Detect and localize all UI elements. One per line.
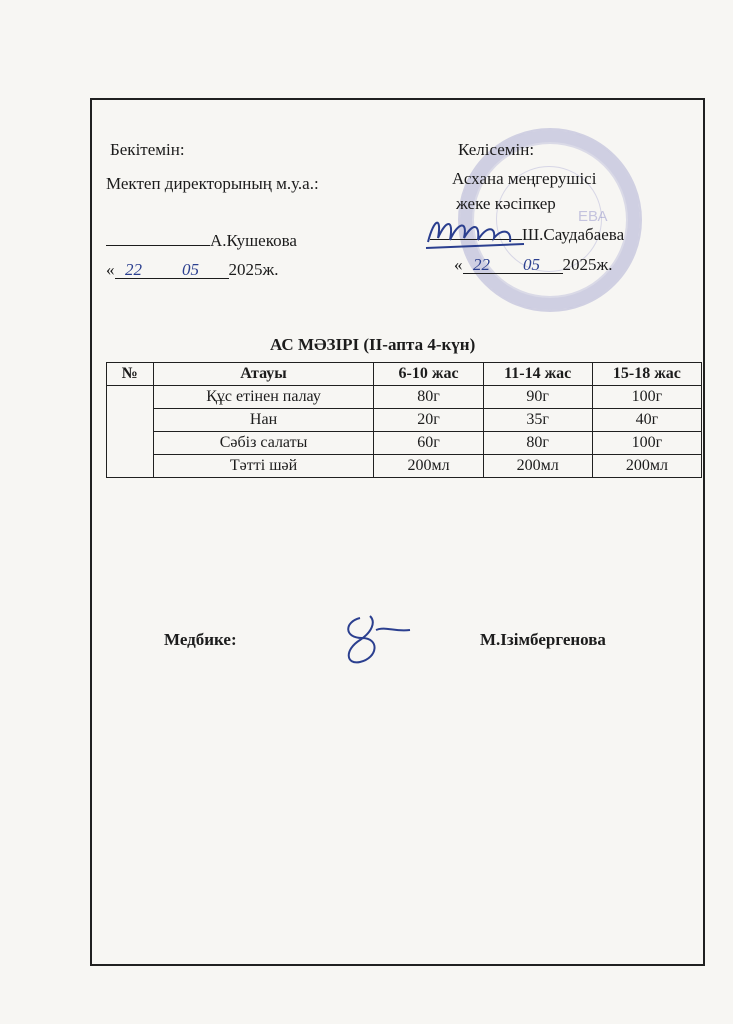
portion-15-18: 100г: [592, 386, 701, 409]
seal-text: ЕВА: [578, 208, 608, 225]
portion-6-10: 80г: [374, 386, 483, 409]
table-row: [107, 455, 702, 478]
approve-name: А.Кушекова: [210, 231, 297, 250]
portion-11-14: 80г: [483, 432, 592, 455]
manager-signature: [424, 208, 534, 258]
dish-name: Тәтті шәй: [153, 455, 374, 478]
menu-header-row: [107, 363, 702, 386]
table-row: [107, 386, 702, 409]
table-row: [107, 409, 702, 432]
menu-table: [106, 362, 702, 478]
portion-15-18: 200мл: [592, 455, 701, 478]
agree-heading: Келісемін:: [458, 140, 535, 159]
agree-date-day: 22: [463, 256, 501, 274]
header-age-6-10: 6-10 жас: [374, 363, 483, 386]
medic-label: Медбике:: [164, 630, 237, 649]
portion-11-14: 90г: [483, 386, 592, 409]
approve-date-month: 05: [153, 261, 229, 279]
portion-6-10: 60г: [374, 432, 483, 455]
portion-11-14: 35г: [483, 409, 592, 432]
number-cell: [107, 386, 154, 478]
dish-name: Сәбіз салаты: [153, 432, 374, 455]
portion-15-18: 40г: [592, 409, 701, 432]
agree-position-line2: жеке кәсіпкер: [456, 194, 556, 213]
approve-heading: Бекітемін:: [110, 140, 185, 159]
header-name: Атауы: [153, 363, 374, 386]
approve-date-day: 22: [115, 261, 153, 279]
agree-name: Ш.Саудабаева: [522, 225, 625, 244]
agree-date-month: 05: [501, 256, 563, 274]
agree-position-line1: Асхана меңгерушісі: [452, 169, 597, 188]
agree-date-year: 2025ж.: [562, 255, 613, 274]
header-age-11-14: 11-14 жас: [483, 363, 592, 386]
approve-position: Мектеп директорының м.у.а.:: [106, 174, 319, 193]
portion-6-10: 200мл: [374, 455, 483, 478]
agree-date: [454, 256, 613, 274]
header-number: №: [107, 363, 154, 386]
approve-date-year: 2025ж.: [228, 260, 279, 279]
medic-signature: [330, 610, 420, 670]
table-row: [107, 432, 702, 455]
approve-date-open: «: [106, 260, 115, 279]
agree-date-open: «: [454, 255, 463, 274]
menu-title: АС МӘЗІРІ (ІІ-апта 4-күн): [270, 335, 476, 354]
dish-name: Нан: [153, 409, 374, 432]
approve-name-line: [106, 232, 297, 249]
approve-date: [106, 261, 279, 279]
header-age-15-18: 15-18 жас: [592, 363, 701, 386]
medic-name: М.Ізімбергенова: [480, 630, 606, 649]
portion-11-14: 200мл: [483, 455, 592, 478]
portion-15-18: 100г: [592, 432, 701, 455]
portion-6-10: 20г: [374, 409, 483, 432]
dish-name: Құс етінен палау: [153, 386, 374, 409]
